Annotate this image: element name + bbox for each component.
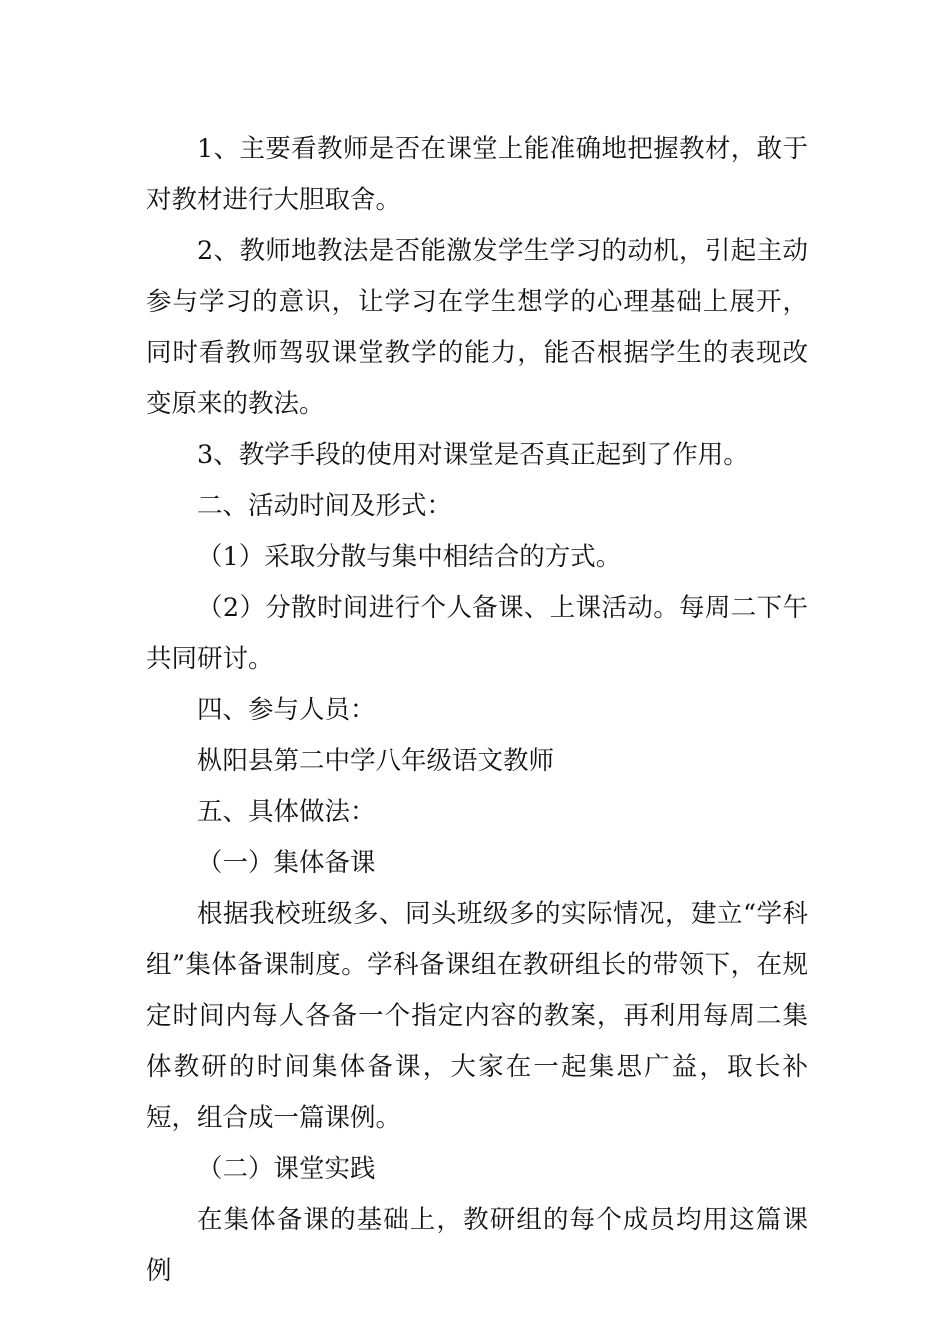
paragraph-7: 根据我校班级多、同头班级多的实际情况，建立“学科组”集体备课制度。学科备课组在教研组长的带领下，在规定时间内每人各备一个指定内容的教案，再利用每周二集体教研的时间集体备课，大家在一起集思广益，取长补短，组合成一篇课例。 <box>146 899 808 1133</box>
paragraph-2: 2、教师地教法是否能激发学生学习的动机，引起主动参与学习的意识，让学习在学生想学的心理基础上展开，同时看教师驾驭课堂教学的能力，能否根据学生的表现改变原来的教法。 <box>146 236 808 419</box>
subheading-classroom-practice: （二）课堂实践 <box>197 1154 376 1184</box>
subheading-collective-prep: （一）集体备课 <box>197 848 376 878</box>
section-heading-methods: 五、具体做法： <box>197 797 376 827</box>
paragraph-3: 3、教学手段的使用对课堂是否真正起到了作用。 <box>197 440 749 470</box>
paragraph-1: 1、主要看教师是否在课堂上能准确地把握教材，敢于对教材进行大胆取舍。 <box>146 134 808 215</box>
paragraph-8: 在集体备课的基础上，教研组的每个成员均用这篇课例 <box>146 1205 808 1286</box>
section-heading-participants: 四、参与人员： <box>197 695 376 725</box>
section-heading-activity-time: 二、活动时间及形式： <box>197 491 453 521</box>
paragraph-6: 枞阳县第二中学八年级语文教师 <box>197 746 555 776</box>
paragraph-4: （1）采取分散与集中相结合的方式。 <box>197 542 622 572</box>
document-body <box>146 124 808 1297</box>
paragraph-5: （2）分散时间进行个人备课、上课活动。每周二下午共同研讨。 <box>146 593 808 674</box>
